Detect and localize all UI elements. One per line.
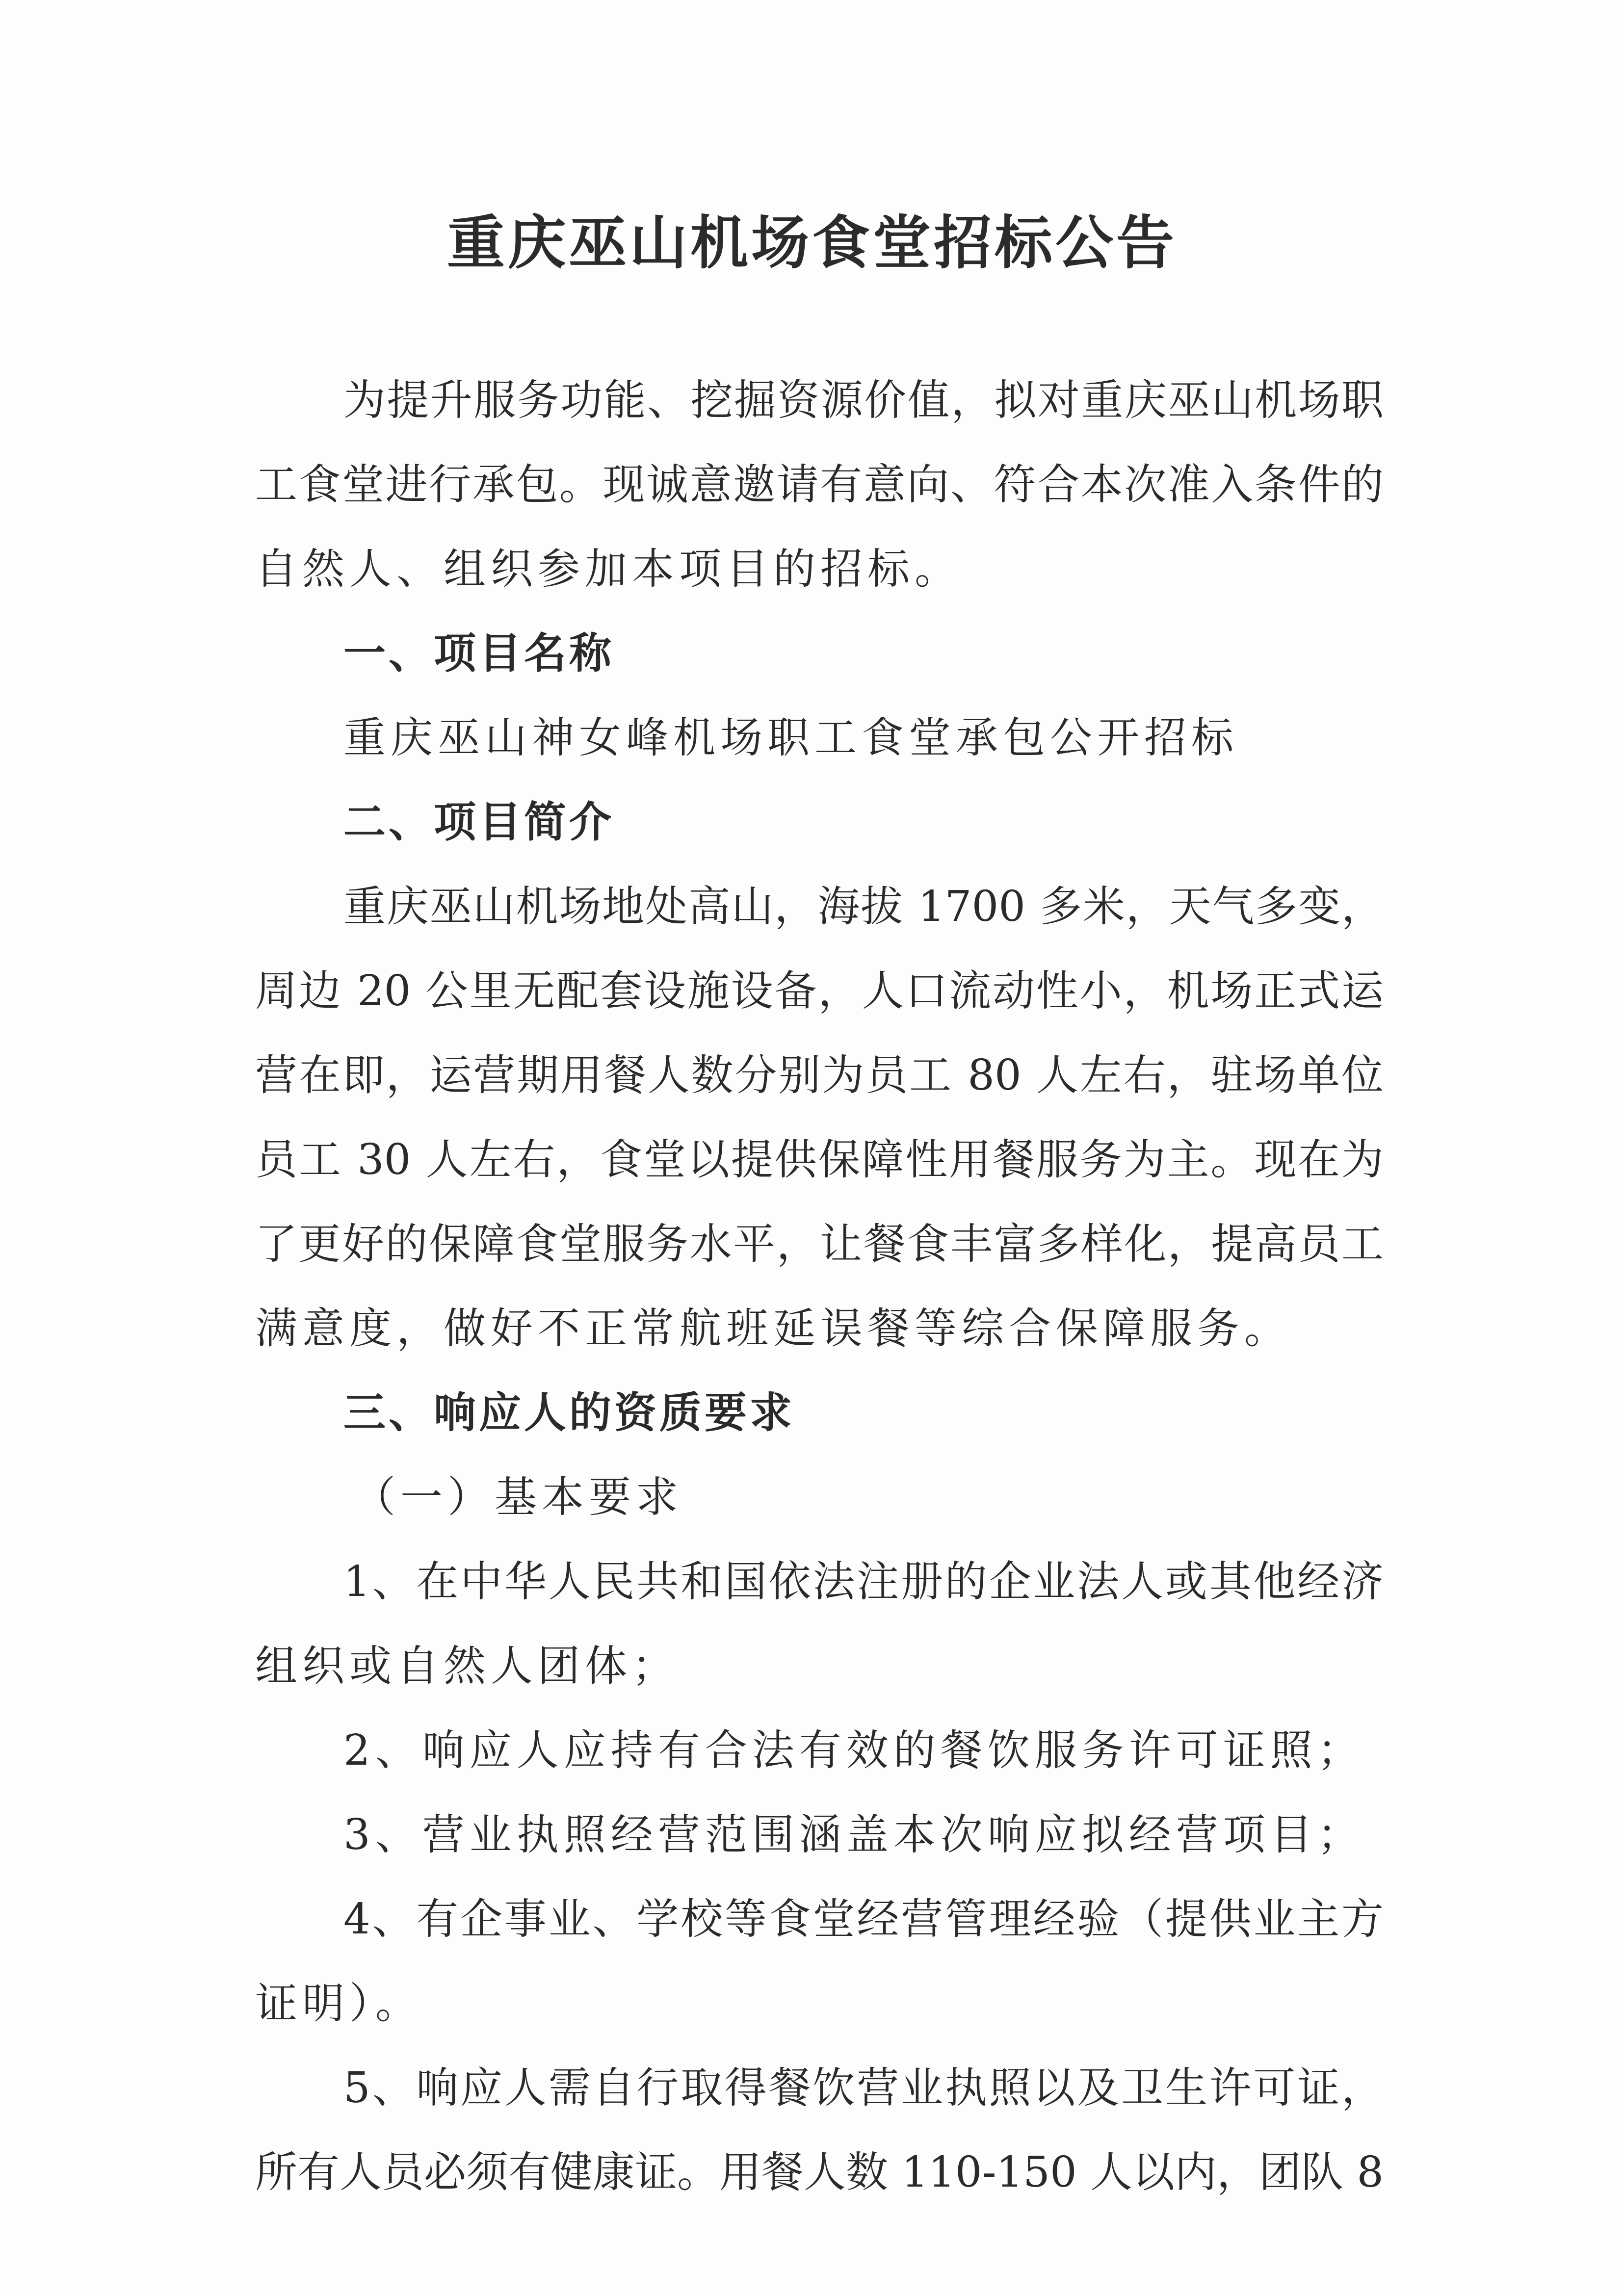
paragraph-line: 1、在中华人民共和国依法注册的企业法人或其他经济 <box>343 1557 1384 1606</box>
paragraph-line: 3、营业执照经营范围涵盖本次响应拟经营项目； <box>343 1810 1364 1859</box>
paragraph-line: 5、响应人需自行取得餐饮营业执照以及卫生许可证， <box>343 2063 1384 2113</box>
paragraph-line: 工食堂进行承包。现诚意邀请有意向、符合本次准入条件的 <box>255 460 1384 509</box>
section-heading: 三、响应人的资质要求 <box>343 1388 795 1437</box>
document-title: 重庆巫山机场食堂招标公告 <box>446 209 1177 277</box>
paragraph-line: 重庆巫山机场地处高山，海拔 1700 多米，天气多变， <box>343 882 1384 931</box>
section-heading: 一、项目名称 <box>343 629 614 678</box>
paragraph-line: 周边 20 公里无配套设施设备，人口流动性小，机场正式运 <box>255 966 1384 1016</box>
paragraph-line: 员工 30 人左右，食堂以提供保障性用餐服务为主。现在为 <box>255 1135 1384 1184</box>
subsection-heading: （一）基本要求 <box>353 1473 683 1522</box>
paragraph-line: 重庆巫山神女峰机场职工食堂承包公开招标 <box>343 713 1238 762</box>
paragraph-line: 组织或自然人团体； <box>255 1642 679 1691</box>
paragraph-line: 证明）。 <box>255 1979 422 2028</box>
paragraph-line: 4、有企事业、学校等食堂经营管理经验（提供业主方 <box>343 1895 1384 1944</box>
paragraph-line: 自然人、组织参加本项目的招标。 <box>255 545 962 594</box>
paragraph-line: 了更好的保障食堂服务水平，让餐食丰富多样化，提高员工 <box>255 1220 1384 1269</box>
document-body <box>255 358 1384 2215</box>
paragraph-line: 2、响应人应持有合法有效的餐饮服务许可证照； <box>343 1726 1364 1775</box>
paragraph-line: 为提升服务功能、挖掘资源价值，拟对重庆巫山机场职 <box>343 376 1384 425</box>
paragraph-line: 营在即，运营期用餐人数分别为员工 80 人左右，驻场单位 <box>255 1051 1384 1100</box>
section-heading: 二、项目简介 <box>343 798 614 847</box>
paragraph-line: 满意度，做好不正常航班延误餐等综合保障服务。 <box>255 1304 1291 1353</box>
paragraph-line: 所有人员必须有健康证。用餐人数 110-150 人以内，团队 8 <box>255 2148 1384 2197</box>
